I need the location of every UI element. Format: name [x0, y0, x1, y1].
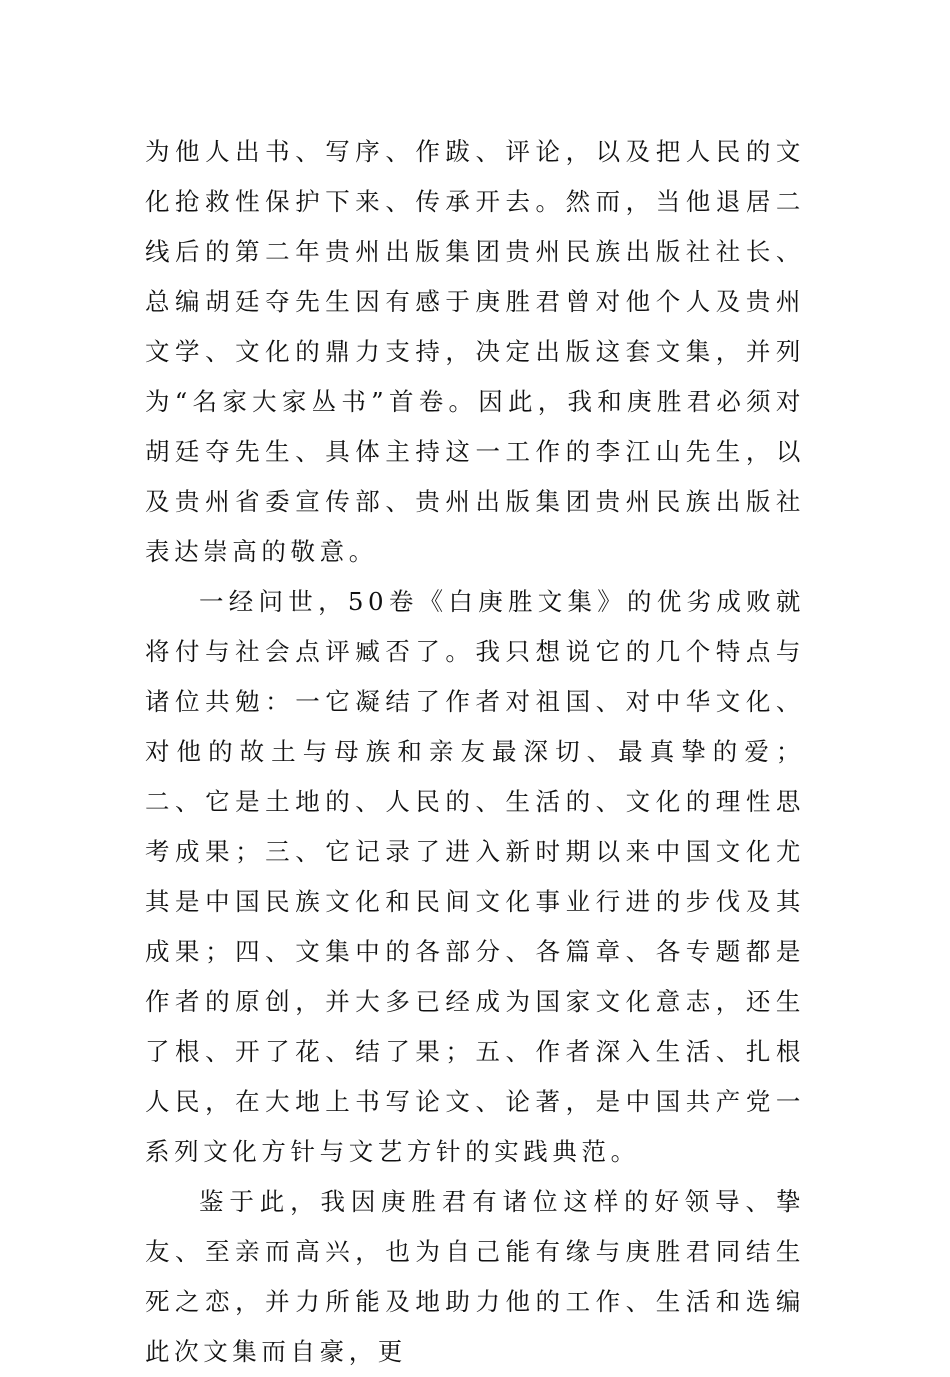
- paragraph-3: 鉴于此，我因庚胜君有诸位这样的好领导、挚友、至亲而高兴，也为自己能有缘与庚胜君同结生死之恋，并力所能及地助力他的工作、生活和选编此次文集而自豪，更: [145, 1187, 805, 1366]
- paragraph-1: 为他人出书、写序、作跋、评论，以及把人民的文化抢救性保护下来、传承开去。然而，当他退居二线后的第二年贵州出版集团贵州民族出版社社长、总编胡廷夺先生因有感于庚胜君曾对他个人及贵州文学、文化的鼎力支持，决定出版这套文集，并列为“名家大家丛书”首卷。因此，我和庚胜君必须对胡廷夺先生、具体主持这一工作的李江山先生，以及贵州省委宣传部、贵州出版集团贵州民族出版社表达崇高的敬意。: [145, 137, 805, 566]
- body-text: [145, 127, 805, 1377]
- paragraph-2: 一经问世，50卷《白庚胜文集》的优劣成败就将付与社会点评臧否了。我只想说它的几个特点与诸位共勉：一它凝结了作者对祖国、对中华文化、对他的故土与母族和亲友最深切、最真挚的爱；二、它是土地的、人民的、生活的、文化的理性思考成果；三、它记录了进入新时期以来中国文化尤其是中国民族文化和民间文化事业行进的步伐及其成果；四、文集中的各部分、各篇章、各专题都是作者的原创，并大多已经成为国家文化意志，还生了根、开了花、结了果；五、作者深入生活、扎根人民，在大地上书写论文、论著，是中国共产党一系列文化方针与文艺方针的实践典范。: [145, 587, 805, 1166]
